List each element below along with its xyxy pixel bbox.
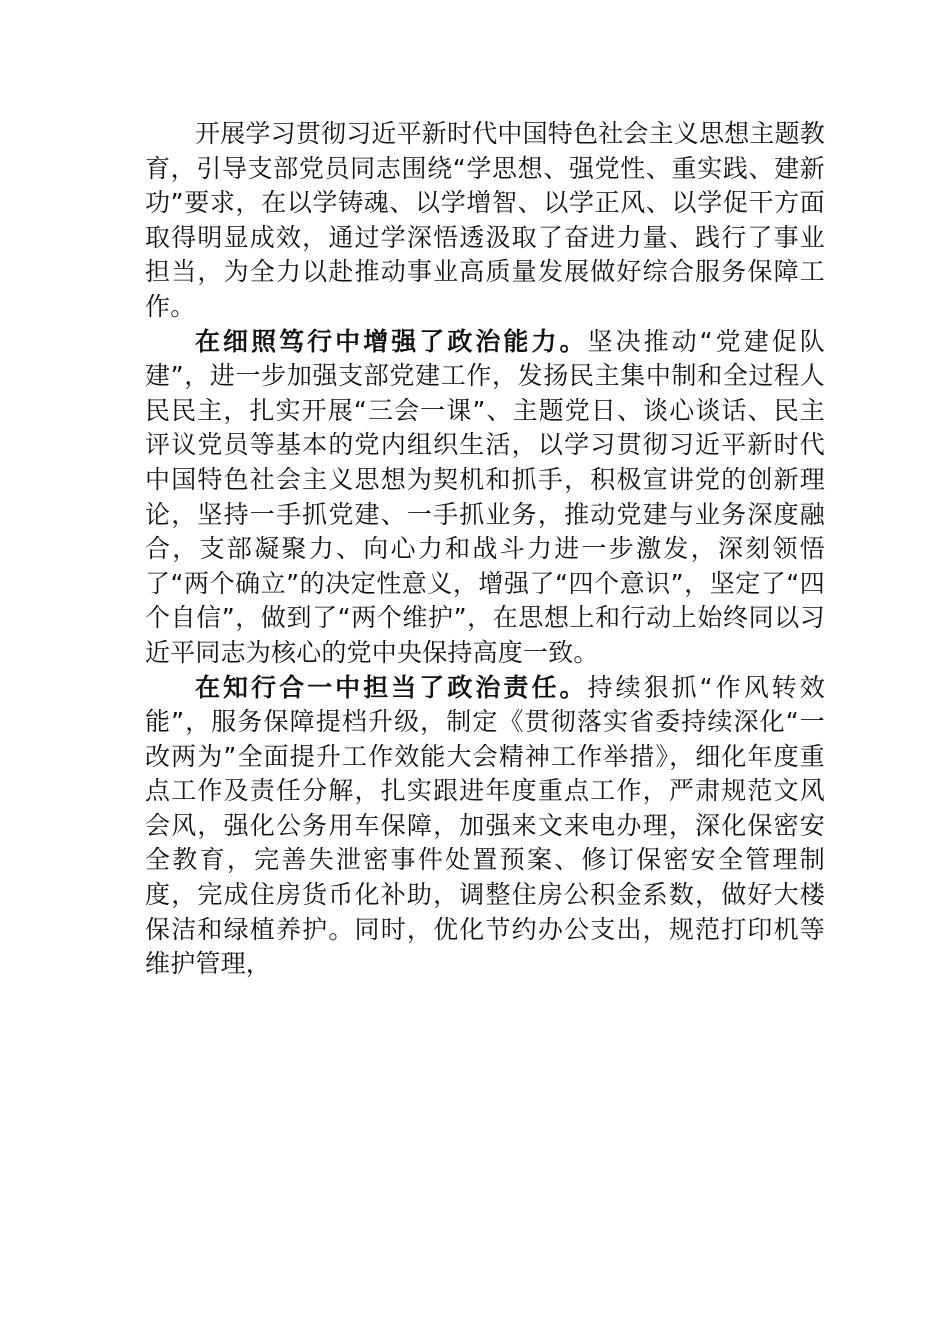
paragraph-lead: 在细照笃行中增强了政治能力。 bbox=[195, 326, 588, 356]
paragraph-text: 坚决推动“党建促队建”，进一步加强支部党建工作，发扬民主集中制和全过程人民民主，扎实开展“三会一课”、主题党日、谈心谈话、民主评议党员等基本的党内组织生活，以学习贯彻习近平新时代中国特色社会主义思想为契机和抓手，积极宣讲党的创新理论，坚持一手抓党建、一手抓业务，推动党建与业务深度融合，支部凝聚力、向心力和战斗力进一步激发，深刻领悟了“两个确立”的决定性意义，增强了“四个意识”，坚定了“四个自信”，做到了“两个维护”，在思想上和行动上始终同以习近平同志为核心的党中央保持高度一致。 bbox=[145, 326, 825, 667]
paragraph-text: 持续狠抓“作风转效能”，服务保障提档升级，制定《贯彻落实省委持续深化“一改两为”全面提升工作效能大会精神工作举措》，细化年度重点工作及责任分解，扎实跟进年度重点工作，严肃规范文风会风，强化公务用车保障，加强来文来电办理，深化保密安全教育，完善失泄密事件处置预案、修订保密安全管理制度，完成住房货币化补助，调整住房公积金系数，做好大楼保洁和绿植养护。同时，优化节约办公支出，规范打印机等维护管理， bbox=[145, 672, 825, 979]
paragraph-text: 开展学习贯彻习近平新时代中国特色社会主义思想主题教育，引导支部党员同志围绕“学思想、强党性、重实践、建新功”要求，在以学铸魂、以学增智、以学正风、以学促干方面取得明显成效，通过学深悟透汲取了奋进力量、践行了事业担当，为全力以赴推动事业高质量发展做好综合服务保障工作。 bbox=[145, 119, 826, 321]
paragraph-lead: 在知行合一中担当了政治责任。 bbox=[195, 672, 588, 702]
paragraph-political-responsibility bbox=[145, 671, 825, 982]
paragraph-intro bbox=[145, 117, 825, 325]
paragraph-political-ability bbox=[145, 325, 825, 671]
document-body bbox=[145, 117, 825, 982]
